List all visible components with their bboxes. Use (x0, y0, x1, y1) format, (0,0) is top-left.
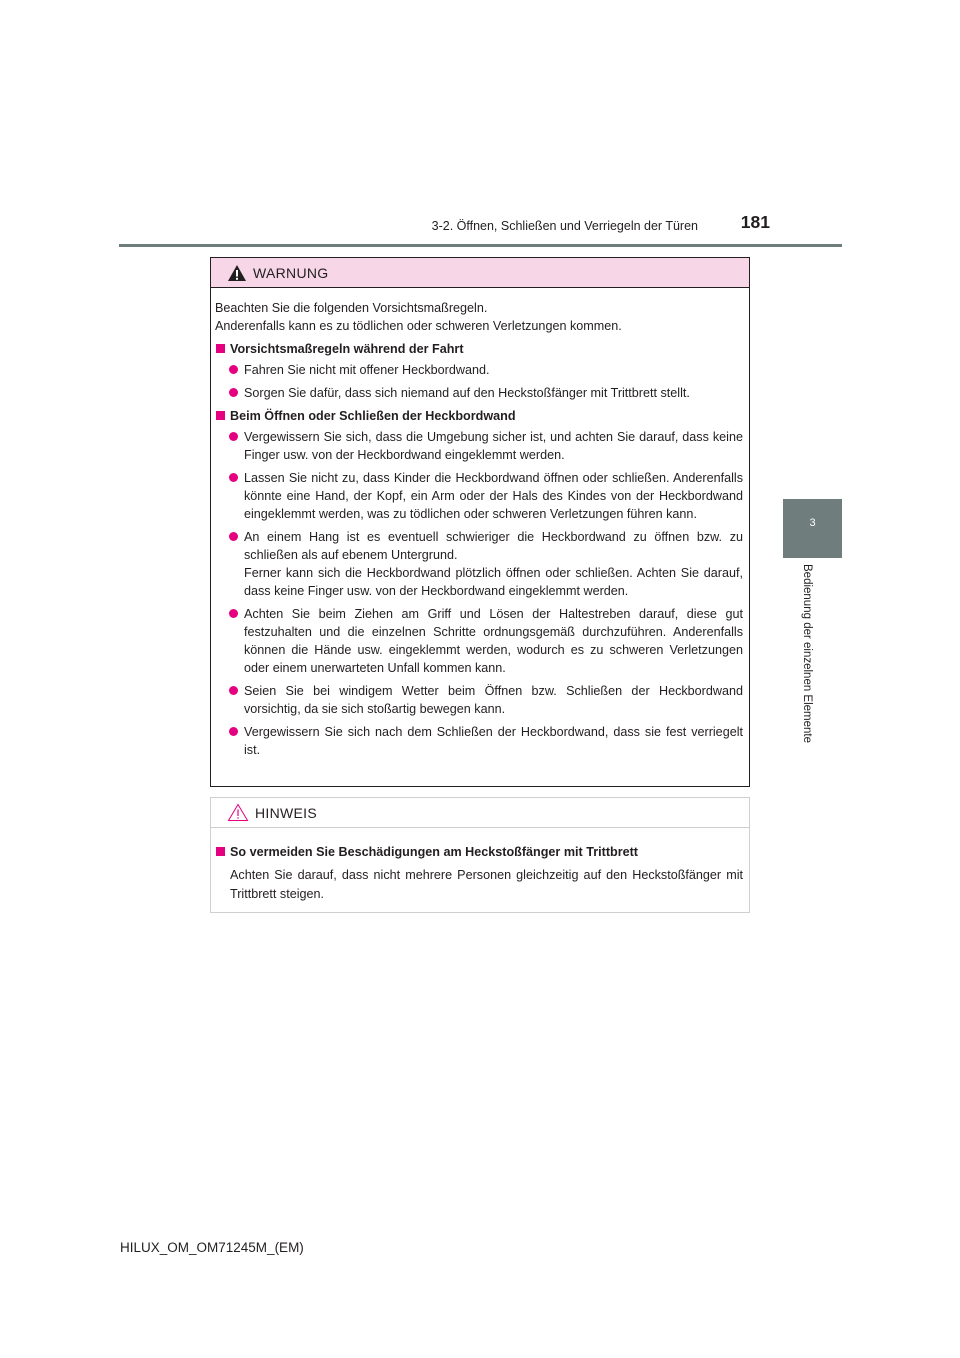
list-item: Vergewissern Sie sich, dass die Umgebung sicher ist, und achten Sie darauf, dass keine Finger usw. von der Heckbordwand eingeklemmt werden. (229, 428, 743, 464)
circle-bullet-icon (229, 473, 238, 482)
warning-box (210, 257, 750, 787)
warning-section-heading: Beim Öffnen oder Schließen der Heckbordwand (215, 407, 743, 425)
warning-section-heading: Vorsichtsmaßregeln während der Fahrt (215, 340, 743, 358)
circle-bullet-icon (229, 432, 238, 441)
warning-header (211, 258, 749, 288)
notice-text: Achten Sie darauf, dass nicht mehrere Personen gleichzeitig auf den Heckstoßfänger mit Trittbrett steigen. (230, 867, 743, 901)
warning-body (211, 288, 749, 759)
square-bullet-icon (216, 847, 225, 856)
list-item: Sorgen Sie dafür, dass sich niemand auf den Heckstoßfänger mit Trittbrett stellt. (229, 384, 743, 402)
square-bullet-icon (216, 411, 225, 420)
list-item: Achten Sie beim Ziehen am Griff und Lösen der Haltestreben darauf, diese gut festzuhalten und die einzelnen Schritte ordnungsgemäß durchzuführen. Anderenfalls können die Hände usw. eingeklemmt werden, wodurch es zu schweren Verletzungen oder einem unerwarteten Unfall kommen kann. (229, 605, 743, 677)
circle-bullet-icon (229, 727, 238, 736)
notice-heading: So vermeiden Sie Beschädigungen am Heckstoßfänger mit Trittbrett (215, 843, 743, 863)
circle-bullet-icon (229, 532, 238, 541)
warning-intro (215, 299, 743, 335)
notice-body (211, 828, 749, 905)
warning-triangle-icon (227, 264, 247, 282)
circle-bullet-icon (229, 365, 238, 374)
circle-bullet-icon (229, 686, 238, 695)
list-item: Fahren Sie nicht mit offener Heckbordwand. (229, 361, 743, 379)
page-number: 181 (740, 212, 770, 232)
list-item: Lassen Sie nicht zu, dass Kinder die Heckbordwand öffnen oder schließen. Anderenfalls könnte eine Hand, der Kopf, ein Arm oder der Hals des Kindes von der Heckbordwand eingeklemmt werden, was zu tödlichen oder schweren Verletzungen führen kann. (229, 469, 743, 523)
document-code: HILUX_OM_OM71245M_(EM) (120, 1240, 304, 1255)
chapter-label: Bedienung der einzelnen Elemente (801, 564, 813, 744)
warning-intro-line-1: Beachten Sie die folgenden Vorsichtsmaßregeln. (215, 301, 488, 315)
caution-triangle-icon (227, 803, 249, 822)
warning-title: WARNUNG (253, 264, 329, 281)
list-item: An einem Hang ist es eventuell schwieriger die Heckbordwand zu öffnen bzw. zu schließen als auf ebenem Untergrund. Ferner kann sich die Heckbordwand plötzlich öffnen oder schließen. Achten Sie darauf, dass keine Finger usw. von der Heckbordwand eingeklemmt werden. (229, 528, 743, 600)
notice-header (211, 798, 749, 828)
section-title: 3-2. Öffnen, Schließen und Verriegeln der Türen (431, 219, 698, 233)
header-divider (119, 244, 842, 247)
list-item: Vergewissern Sie sich nach dem Schließen der Heckbordwand, dass sie fest verriegelt ist. (229, 723, 743, 759)
square-bullet-icon (216, 344, 225, 353)
circle-bullet-icon (229, 609, 238, 618)
circle-bullet-icon (229, 388, 238, 397)
chapter-number: 3 (809, 517, 816, 529)
warning-intro-line-2: Anderenfalls kann es zu tödlichen oder schweren Verletzungen kommen. (215, 319, 622, 333)
chapter-tab (783, 499, 842, 558)
notice-title: HINWEIS (255, 804, 317, 821)
notice-box (210, 797, 750, 913)
list-item: Seien Sie bei windigem Wetter beim Öffnen bzw. Schließen der Heckbordwand vorsichtig, da sie sich stoßartig bewegen kann. (229, 682, 743, 718)
